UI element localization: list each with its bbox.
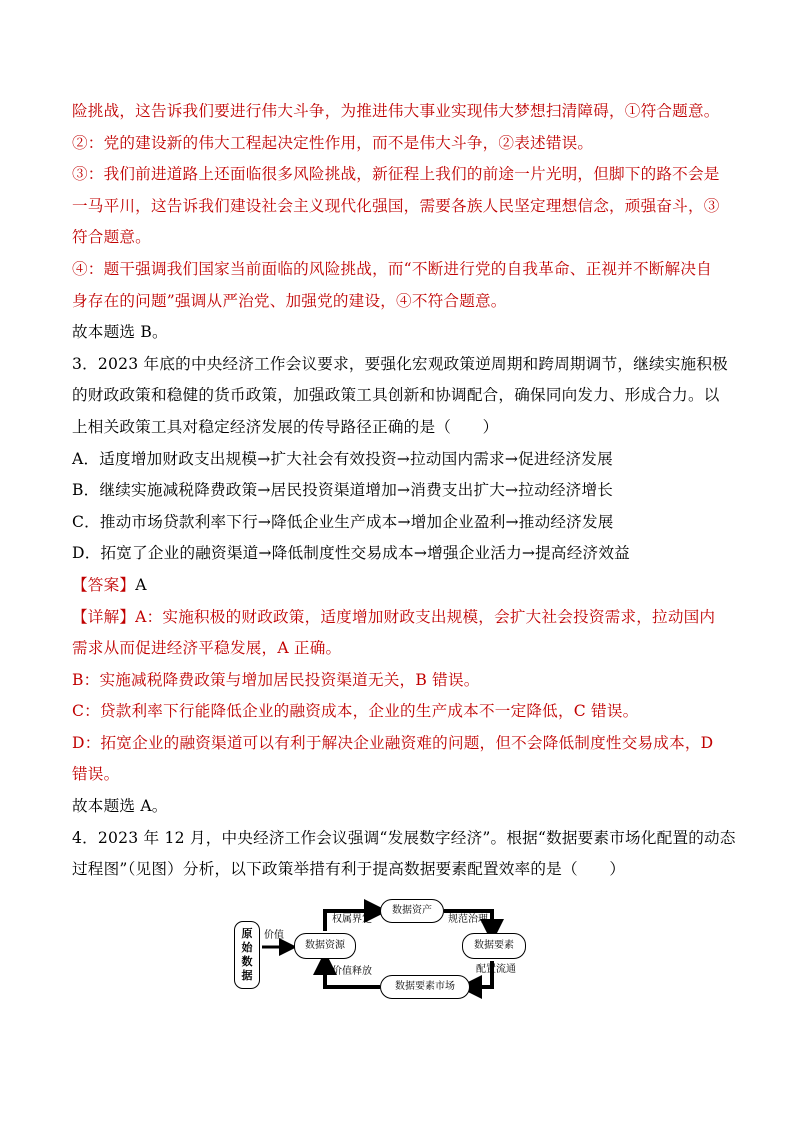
node-data-element: 数据要素 <box>462 933 526 959</box>
document-body <box>72 96 736 886</box>
raw-data-box <box>234 921 260 989</box>
text-line: 4．2023 年 12 月，中央经济工作会议强调“发展数字经济”。根据“数据要素市场化配置的动态 <box>72 828 736 847</box>
raw-data-char: 数 <box>241 955 253 968</box>
text-line: 一马平川，这告诉我们建设社会主义现代化强国，需要各族人民坚定理想信念，顽强奋斗，③ <box>72 196 720 215</box>
raw-data-char: 原 <box>241 927 253 940</box>
raw-data-char: 据 <box>241 969 253 982</box>
text-line: 险挑战，这告诉我们要进行伟大斗争，为推进伟大事业实现伟大梦想扫清障碍，①符合题意。 <box>72 102 720 120</box>
text-line: 错误。 <box>72 765 120 784</box>
text-line: 上相关政策工具对稳定经济发展的传导路径正确的是（ ） <box>72 417 499 436</box>
text-line: ④：题干强调我们国家当前面临的风险挑战，而“不断进行党的自我革命、正视并不断解决自 <box>72 259 712 278</box>
text-line: 符合题意。 <box>72 228 151 247</box>
text-line: B：实施减税降费政策与增加居民投资渠道无关，B 错误。 <box>72 670 480 689</box>
text-line: D：拓宽企业的融资渠道可以有利于解决企业融资难的问题，但不会降低制度性交易成本，D <box>72 733 714 752</box>
text-line: 需求从而促进经济平稳发展，A 正确。 <box>72 639 342 658</box>
text-line: 故本题选 B。 <box>72 323 168 342</box>
node-data-market: 数据要素市场 <box>380 975 470 999</box>
label-regulation: 规范治理 <box>448 914 488 925</box>
data-element-flow-diagram <box>230 893 540 1005</box>
text-line: ②：党的建设新的伟大工程起决定性作用，而不是伟大斗争，②表述错误。 <box>72 133 594 152</box>
text-line: 故本题选 A。 <box>72 797 168 816</box>
label-allocation-circulation: 配置流通 <box>476 964 516 975</box>
text-line: 【详解】A：实施积极的财政政策，适度增加财政支出规模，会扩大社会投资需求，拉动国内 <box>72 607 716 626</box>
answer-label: 【答案】 <box>72 575 136 594</box>
text-line: ③：我们前进道路上还面临很多风险挑战，新征程上我们的前途一片光明，但脚下的路不会是 <box>72 165 720 184</box>
answer-value: A <box>135 575 147 594</box>
text-line: 身存在的问题”强调从严治党、加强党的建设，④不符合题意。 <box>72 291 507 310</box>
text-line: B．继续实施减税降费政策→居民投资渠道增加→消费支出扩大→拉动经济增长 <box>72 481 614 500</box>
label-rights-definition: 权属界定 <box>332 914 372 925</box>
raw-data-char: 始 <box>241 941 253 954</box>
label-value: 价值 <box>264 930 284 941</box>
text-line: 的财政政策和稳健的货币政策，加强政策工具创新和协调配合，确保同向发力、形成合力。以 <box>72 386 720 405</box>
node-data-resource: 数据资源 <box>294 933 356 959</box>
node-data-asset: 数据资产 <box>380 899 444 923</box>
text-line: C：贷款利率下行能降低企业的融资成本，企业的生产成本不一定降低，C 错误。 <box>72 702 639 721</box>
text-line: D．拓宽了企业的融资渠道→降低制度性交易成本→增强企业活力→提高经济效益 <box>72 544 630 563</box>
text-line: 3．2023 年底的中央经济工作会议要求，要强化宏观政策逆周期和跨周期调节，继续实施积极 <box>72 354 728 373</box>
text-line: C．推动市场贷款利率下行→降低企业生产成本→增加企业盈利→推动经济发展 <box>72 512 614 531</box>
text-line: A．适度增加财政支出规模→扩大社会有效投资→拉动国内需求→促进经济发展 <box>72 449 613 468</box>
text-line: 过程图”（见图）分析，以下政策举措有利于提高数据要素配置效率的是（ ） <box>72 860 626 879</box>
label-value-release: 价值释放 <box>332 966 372 977</box>
text-line <box>72 570 722 602</box>
